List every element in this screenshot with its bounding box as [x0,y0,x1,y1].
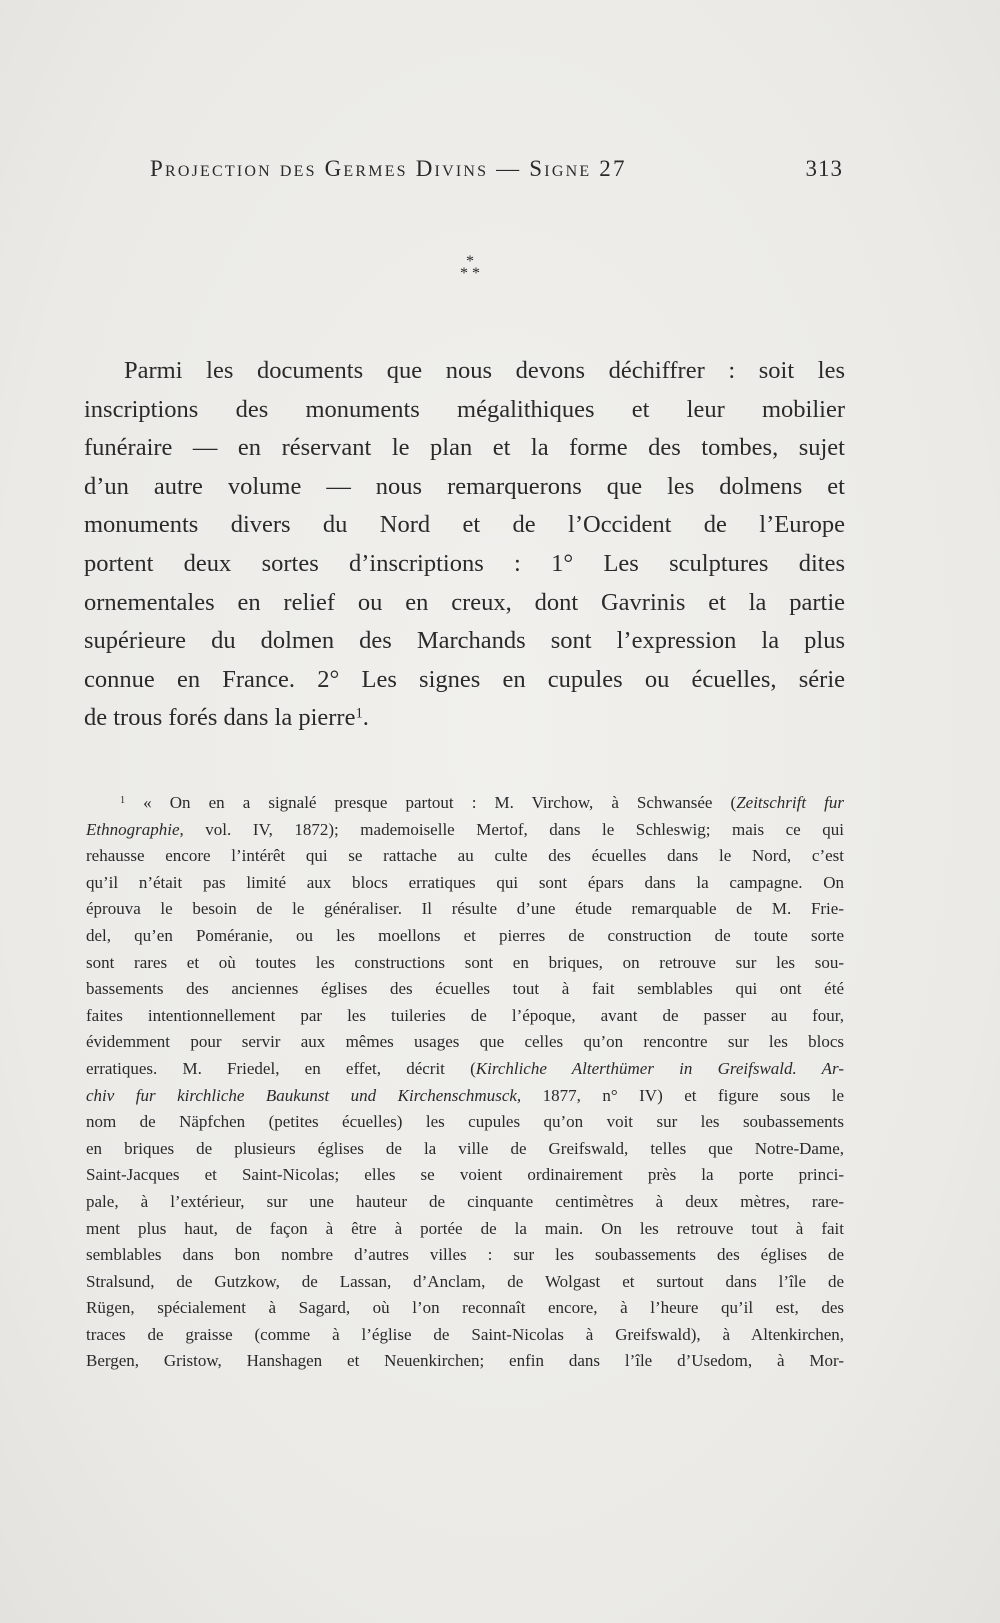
body-line: portent deux sortes d’inscriptions : 1° Les sculptures dites [84,549,845,577]
footnote-line: qu’il n’était pas limité aux blocs erratiques qui sont épars dans la campagne. On [86,872,844,892]
footnote-line: traces de graisse (comme à l’église de Saint-Nicolas à Greifswald), à Altenkirchen, [86,1324,844,1344]
body-line-last [84,699,845,738]
body-line-text: de trous forés dans la pierre [84,704,356,732]
body-line: monuments divers du Nord et de l’Occident de l’Europe [84,511,845,539]
footnote-line [86,1056,844,1083]
body-line: connue en France. 2° Les signes en cupules ou écuelles, série [84,665,845,693]
footnote-text: erratiques. M. Friedel, en effet, décrit ( [86,1058,476,1078]
footnote-reference[interactable]: 1 [355,706,363,722]
footnote-line [86,1083,844,1110]
book-title: Kirchliche Alterthümer in Greifswald. Ar- [475,1058,844,1078]
asterism-top: * [466,253,474,270]
body-line: Parmi les documents que nous devons déchiffrer : soit les [124,357,845,384]
body-line: supérieure du dolmen des Marchands sont l’expression la plus [84,627,845,655]
footnote-line: Stralsund, de Gutzkow, de Lassan, d’Anclam, de Wolgast et surtout dans l’île de [86,1271,844,1291]
footnote-line: bassements des anciennes églises des écuelles tout à fait semblables qui ont été [86,979,844,999]
page-number: 313 [805,156,843,181]
footnote-line: en briques de plusieurs églises de la ville de Greifswald, telles que Notre-Dame, [86,1138,844,1158]
footnote-line: évidemment pour servir aux mêmes usages que celles qu’on rencontre sur les blocs [86,1032,844,1052]
body-line: inscriptions des monuments mégalithiques et leur mobilier [84,395,845,423]
footnote-line: ment plus haut, de façon à être à portée de la main. On les retrouve tout à fait [86,1218,844,1238]
footnote-line: del, qu’en Poméranie, ou les moellons et pierres de construction de toute sorte [86,925,844,945]
footnote-text: vol. IV, 1872); mademoiselle Mertof, dans le Schleswig; mais ce qui [183,819,844,839]
footnote-text: 1877, n° IV) et figure sous le [521,1085,844,1105]
footnote-text: « On en a signalé presque partout : M. Virchow, à Schwansée ( [143,793,737,812]
footnote-block [86,790,844,1375]
footnote-line: Bergen, Gristow, Hanshagen et Neuenkirchen; enfin dans l’île d’Usedom, à Mor- [86,1351,844,1371]
footnote-line [86,790,844,817]
running-header [150,156,843,182]
footnote-line: faites intentionnellement par les tuileries de l’époque, avant de passer au four, [86,1005,844,1025]
footnote-line: semblables dans bon nombre d’autres villes : sur les soubassements des églises de [86,1245,844,1265]
footnote-line: Saint-Jacques et Saint-Nicolas; elles se voient ordinairement près la porte princi- [86,1165,844,1185]
book-title: chiv fur kirchliche Baukunst und Kirchenschmusck, [86,1085,522,1105]
footnote-line: pale, à l’extérieur, sur une hauteur de cinquante centimètres à deux mètres, rare- [86,1191,844,1211]
footnote-line [86,817,844,844]
footnote-line: sont rares et où toutes les constructions sont en briques, on retrouve sur les sou- [86,952,844,972]
footnote-marker: 1 [120,794,126,806]
asterism [440,253,500,282]
journal-title: Ethnographie, [86,819,184,839]
sentence-period: . [362,704,369,732]
asterism-bottom: * * [460,265,480,282]
footnote-line: nom de Näpfchen (petites écuelles) les cupules qu’on voit sur les soubassements [86,1112,844,1132]
running-title: Projection des Germes Divins — Signe 27 [150,156,627,181]
footnote-line: rehausse encore l’intérêt qui se rattache au culte des écuelles dans le Nord, c’est [86,846,844,866]
body-line: funéraire — en réservant le plan et la forme des tombes, sujet [84,434,845,462]
main-paragraph [84,352,845,738]
journal-title: Zeitschrift fur [736,793,845,812]
footnote-line: éprouva le besoin de le généraliser. Il résulte d’une étude remarquable de M. Frie- [86,899,844,919]
body-line: d’un autre volume — nous remarquerons que les dolmens et [84,472,845,500]
body-line: ornementales en relief ou en creux, dont Gavrinis et la partie [84,588,845,616]
footnote-line: Rügen, spécialement à Sagard, où l’on reconnaît encore, à l’heure qu’il est, des [86,1298,844,1318]
